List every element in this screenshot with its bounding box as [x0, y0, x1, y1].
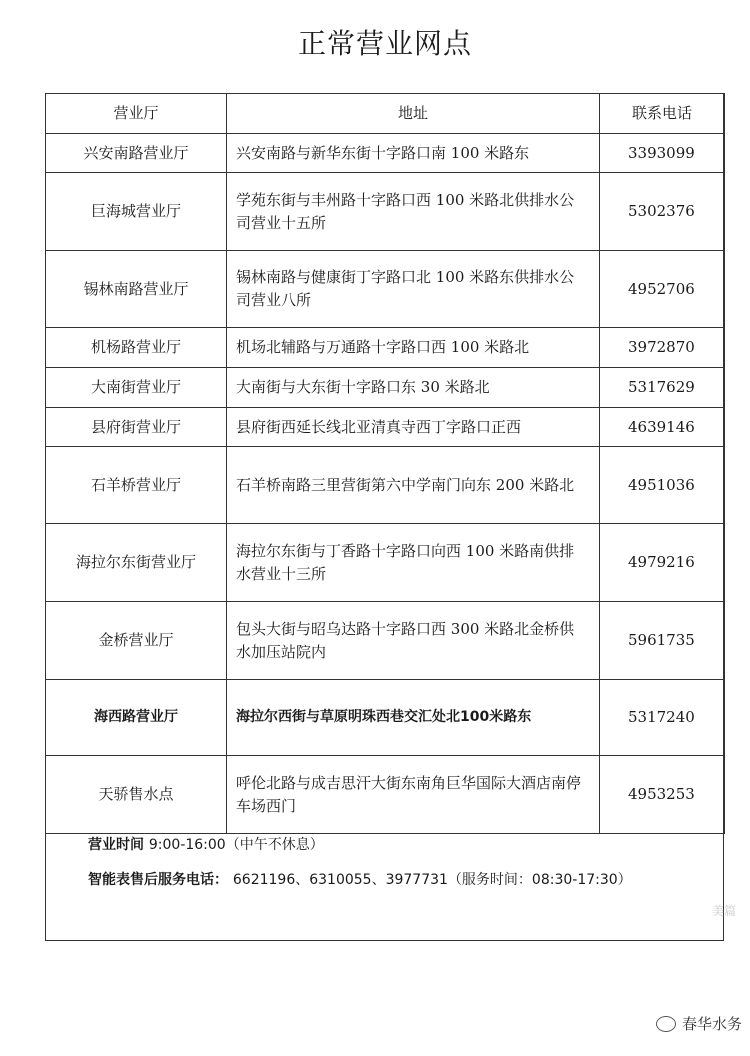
table-row [46, 447, 725, 524]
hall-address: 包头大街与昭乌达路十字路口西 300 米路北金桥供水加压站院内 [227, 602, 600, 680]
faint-watermark: 美篇 [711, 904, 736, 918]
hall-name: 县府街营业厅 [46, 408, 227, 447]
hall-phone: 5317629 [600, 368, 725, 408]
hall-phone: 4951036 [600, 447, 725, 524]
hall-name: 石羊桥营业厅 [46, 447, 227, 524]
hall-address: 大南街与大东街十字路口东 30 米路北 [227, 368, 600, 408]
service-phones-label: 智能表售后服务电话： [88, 872, 228, 888]
hall-address: 海拉尔西街与草原明珠西巷交汇处北100米路东 [227, 680, 600, 756]
table-row [46, 602, 725, 680]
hall-address: 机场北辅路与万通路十字路口西 100 米路北 [227, 328, 600, 368]
column-header-address: 地址 [227, 94, 600, 134]
table-row [46, 173, 725, 251]
table-row [46, 134, 725, 173]
column-header-hall: 营业厅 [46, 94, 227, 134]
business-hours-label: 营业时间 [88, 837, 144, 853]
hall-name: 兴安南路营业厅 [46, 134, 227, 173]
outlet-sheet [45, 93, 724, 941]
account-watermark [656, 1013, 742, 1034]
notes-block [88, 834, 632, 904]
hall-name: 大南街营业厅 [46, 368, 227, 408]
hall-address: 呼伦北路与成吉思汗大街东南角巨华国际大酒店南停车场西门 [227, 756, 600, 834]
hall-phone: 5961735 [600, 602, 725, 680]
hall-name: 海拉尔东街营业厅 [46, 524, 227, 602]
hall-address: 石羊桥南路三里营街第六中学南门向东 200 米路北 [227, 447, 600, 524]
watermark-text: 春华水务 [681, 1015, 742, 1033]
column-header-phone: 联系电话 [600, 94, 725, 134]
hall-phone: 4639146 [600, 408, 725, 447]
table-row [46, 756, 725, 834]
hall-address: 学苑东街与丰州路十字路口西 100 米路北供排水公司营业十五所 [227, 173, 600, 251]
table-row [46, 251, 725, 328]
hall-name: 巨海城营业厅 [46, 173, 227, 251]
hall-phone: 3972870 [600, 328, 725, 368]
hall-address: 县府街西延长线北亚清真寺西丁字路口正西 [227, 408, 600, 447]
table-row [46, 524, 725, 602]
hall-address: 锡林南路与健康街丁字路口北 100 米路东供排水公司营业八所 [227, 251, 600, 328]
page-title: 正常营业网点 [297, 27, 472, 60]
table-row [46, 368, 725, 408]
hall-address: 海拉尔东街与丁香路十字路口向西 100 米路南供排水营业十三所 [227, 524, 600, 602]
table-header-row [46, 94, 725, 134]
business-hours-value: 9:00-16:00（中午不休息） [148, 837, 324, 853]
table-row [46, 408, 725, 447]
hall-phone: 4979216 [600, 524, 725, 602]
hall-phone: 5317240 [600, 680, 725, 756]
hall-name: 海西路营业厅 [46, 680, 227, 756]
business-hours [88, 834, 632, 854]
hall-name: 机杨路营业厅 [46, 328, 227, 368]
hall-phone: 4953253 [600, 756, 725, 834]
outlet-table [45, 93, 725, 834]
hall-address: 兴安南路与新华东街十字路口南 100 米路东 [227, 134, 600, 173]
hall-name: 天骄售水点 [46, 756, 227, 834]
hall-name: 金桥营业厅 [46, 602, 227, 680]
service-phones [88, 869, 632, 889]
wechat-icon [656, 1016, 676, 1032]
service-phones-value: 6621196、6310055、3977731（服务时间：08:30-17:30） [232, 872, 632, 888]
hall-name: 锡林南路营业厅 [46, 251, 227, 328]
hall-phone: 3393099 [600, 134, 725, 173]
hall-phone: 5302376 [600, 173, 725, 251]
table-row [46, 680, 725, 756]
table-row [46, 328, 725, 368]
hall-phone: 4952706 [600, 251, 725, 328]
